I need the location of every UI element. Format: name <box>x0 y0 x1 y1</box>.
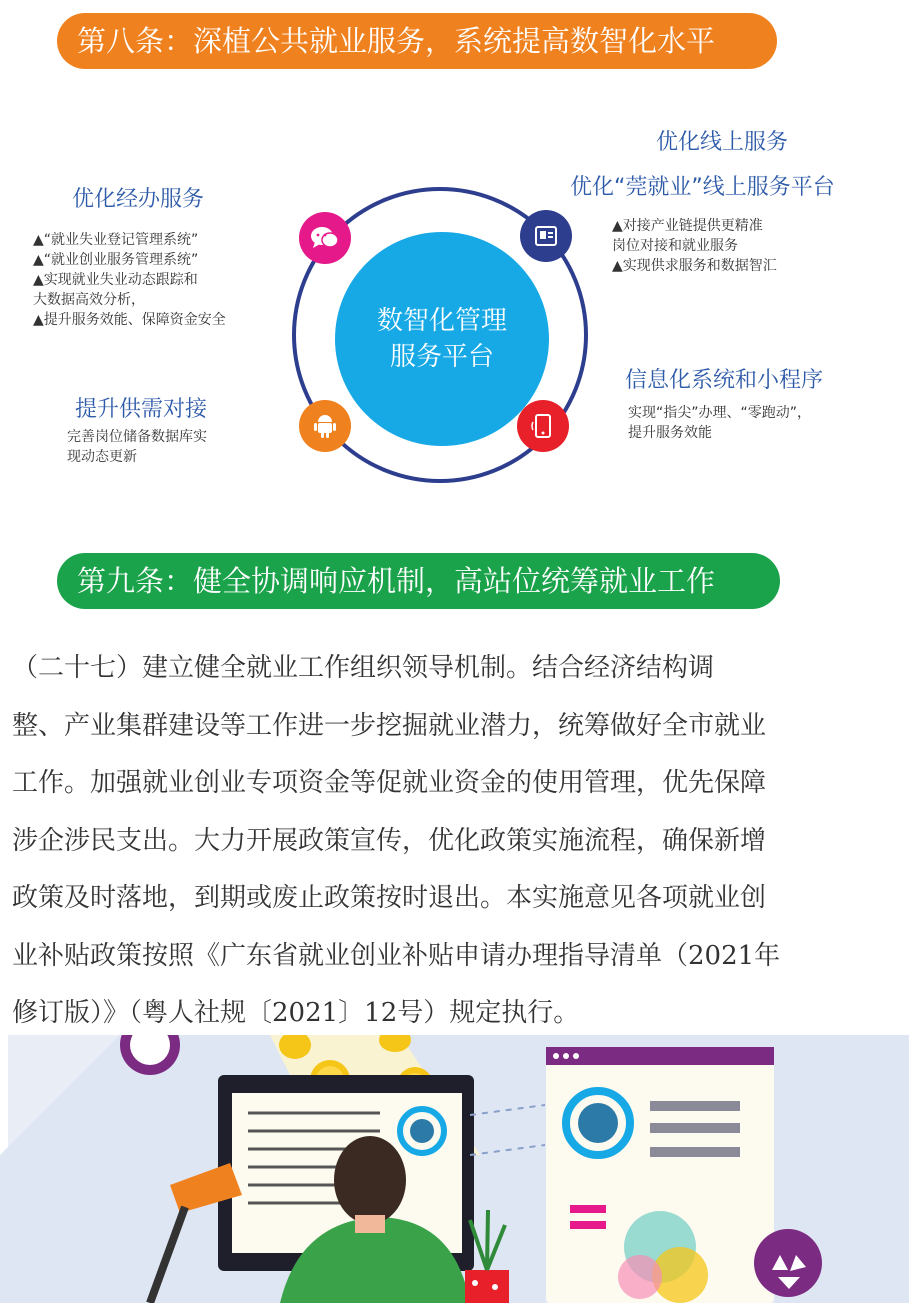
handling-line: ▲“就业失业登记管理系统” <box>33 232 199 248</box>
paragraph-line: 工作。加强就业创业专项资金等促就业资金的使用管理，优先保障 <box>12 768 767 798</box>
handling-line: ▲实现就业失业动态跟踪和 <box>33 272 198 288</box>
center-line-1: 数智化管理 <box>376 306 507 336</box>
paragraph-line: 修订版）》（粤人社规〔2021〕12号）规定执行。 <box>12 998 580 1028</box>
online-service-title: 优化线上服务 <box>656 130 789 155</box>
info-system-title: 信息化系统和小程序 <box>625 368 824 393</box>
handling-line: ▲“就业创业服务管理系统” <box>33 252 199 268</box>
info-line: 提升服务效能 <box>628 425 712 441</box>
info-system-list <box>628 403 811 443</box>
info-line: 实现“指尖”办理、“零跑动”， <box>628 405 812 421</box>
supply-demand-title: 提升供需对接 <box>75 397 208 422</box>
phone-icon <box>517 400 569 452</box>
online-line: ▲实现供求服务和数据智汇 <box>612 258 777 274</box>
center-line-2: 服务平台 <box>389 342 494 372</box>
paragraph-line: 政策及时落地，到期或废止政策按时退出。本实施意见各项就业创 <box>12 883 767 913</box>
chat-icon <box>299 212 351 264</box>
handling-line: ▲提升服务效能、保障资金安全 <box>33 312 226 328</box>
office-illustration <box>0 1035 909 1303</box>
supply-line: 完善岗位储备数据库实 <box>67 429 207 445</box>
browser-window <box>546 1047 774 1303</box>
android-icon <box>299 400 351 452</box>
online-service-list <box>612 216 777 276</box>
paragraph-line: 整、产业集群建设等工作进一步挖掘就业潜力，统筹做好全市就业 <box>12 710 767 741</box>
paragraph-line: （二十七）建立健全就业工作组织领导机制。结合经济结构调 <box>12 653 715 683</box>
supply-demand-list <box>67 427 207 467</box>
recycle-icon <box>754 1229 822 1297</box>
paragraph-line: 涉企涉民支出。大力开展政策宣传，优化政策实施流程，确保新增 <box>12 825 767 856</box>
paragraph-line: 业补贴政策按照《广东省就业创业补贴申请办理指导清单（2021年 <box>12 940 781 971</box>
online-line: ▲对接产业链提供更精准 <box>612 218 763 234</box>
online-line: 岗位对接和就业服务 <box>612 238 738 254</box>
article-9-banner: 第九条：健全协调响应机制，高站位统筹就业工作 <box>57 553 780 609</box>
body-paragraph <box>12 640 902 1043</box>
article-8-banner: 第八条：深植公共就业服务，系统提高数智化水平 <box>57 13 777 69</box>
id-card-icon <box>520 210 572 262</box>
handling-service-list <box>33 230 226 330</box>
handling-line: 大数据高效分析， <box>33 292 145 308</box>
supply-line: 现动态更新 <box>67 449 137 465</box>
online-service-subtitle: 优化“莞就业”线上服务平台 <box>570 175 835 200</box>
handling-service-title: 优化经办服务 <box>72 187 205 212</box>
platform-center-circle <box>335 232 549 446</box>
